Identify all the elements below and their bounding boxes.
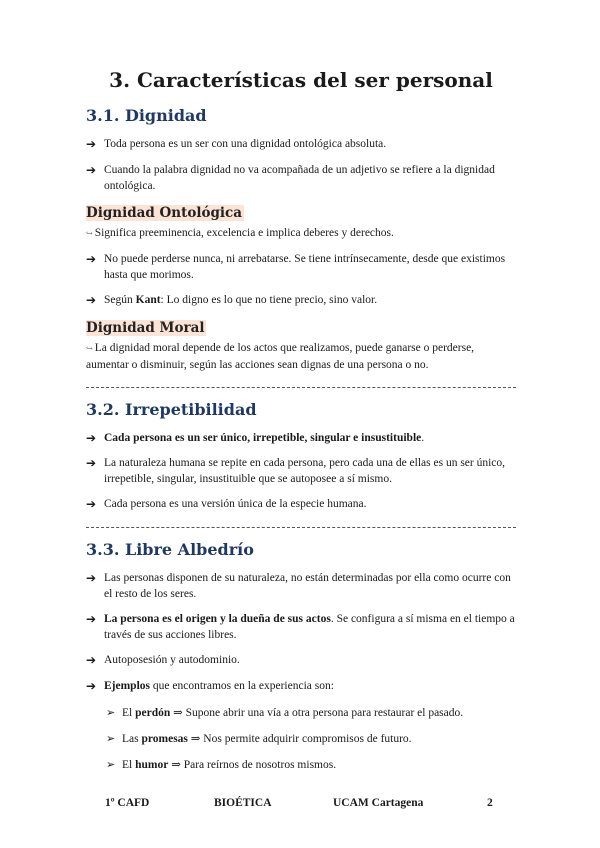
note: ↪ Significa preeminencia, excelencia e implica deberes y derechos.	[86, 227, 394, 239]
list-item: ➔ Según Kant: Lo digno es lo que no tiene precio, sino valor.	[86, 293, 378, 307]
footer-school: UCAM Cartagena	[333, 797, 424, 809]
arrow-icon: ➔	[86, 431, 97, 445]
list-item: ➔ Ejemplos que encontramos en la experiencia son:	[86, 679, 334, 693]
list-item: ➔ La persona es el origen y la dueña de sus actos. Se configura a sí misma en el tiempo a través de sus acciones libres.	[86, 612, 515, 641]
list-item: ➔ Cada persona es una versión única de la especie humana.	[86, 497, 367, 511]
arrow-icon: ➔	[86, 163, 97, 177]
arrowhead-icon: ➢	[106, 759, 116, 771]
arrow-icon: ➔	[86, 293, 97, 307]
list-item: ➔ Las personas disponen de su naturaleza, no están determinadas por ella como ocurre con el resto de los seres.	[86, 571, 511, 600]
small-arrow-icon: ↪	[86, 344, 93, 353]
arrow-icon: ➔	[86, 679, 97, 693]
arrow-icon: ➔	[86, 612, 97, 626]
sub-list-item: ➢ El perdón ⇒ Supone abrir una vía a otra persona para restaurar el pasado.	[106, 707, 464, 719]
list-item: ➔ Cada persona es un ser único, irrepetible, singular e insustituible.	[86, 431, 425, 445]
footer-subject: BIOÉTICA	[214, 797, 272, 809]
list-item: ➔ Toda persona es un ser con una dignidad ontológica absoluta.	[86, 137, 387, 151]
arrowhead-icon: ➢	[106, 733, 116, 745]
list-item: ➔ La naturaleza humana se repite en cada persona, pero cada una de ellas es un ser único, irrepetible, singular, insustituible que se autoposee a sí mismo.	[86, 456, 506, 485]
section-divider	[86, 387, 516, 388]
note: ↪ La dignidad moral depende de los actos que realizamos, puede ganarse o perderse, aumentar o disminuir, según las acciones sean dignas de una persona o no.	[86, 342, 475, 371]
section-heading-irrepetibilidad: 3.2. Irrepetibilidad	[86, 400, 257, 419]
arrow-icon: ➔	[86, 497, 97, 511]
arrow-icon: ➔	[86, 653, 97, 667]
page-number: 2	[487, 797, 493, 809]
arrow-icon: ➔	[86, 571, 97, 585]
arrow-icon: ➔	[86, 456, 97, 470]
sub-list-item: ➢ Las promesas ⇒ Nos permite adquirir compromisos de futuro.	[106, 733, 412, 745]
subheading-dignidad-ontologica: Dignidad Ontológica	[86, 205, 243, 221]
arrow-icon: ➔	[86, 137, 97, 151]
small-arrow-icon: ↪	[86, 229, 93, 238]
footer-course: 1º CAFD	[105, 797, 150, 809]
section-heading-libre-albedrio: 3.3. Libre Albedrío	[86, 540, 254, 559]
section-divider	[86, 527, 516, 528]
sub-list-item: ➢ El humor ⇒ Para reírnos de nosotros mismos.	[106, 759, 337, 771]
list-item: ➔ Cuando la palabra dignidad no va acompañada de un adjetivo se refiere a la dignidad ontológica.	[86, 163, 495, 192]
page-title: 3. Características del ser personal	[109, 68, 493, 92]
section-heading-dignidad: 3.1. Dignidad	[86, 106, 207, 125]
list-item: ➔ Autoposesión y autodominio.	[86, 653, 240, 667]
arrow-icon: ➔	[86, 252, 97, 266]
arrowhead-icon: ➢	[106, 707, 116, 719]
list-item: ➔ No puede perderse nunca, ni arrebatarse. Se tiene intrínsecamente, desde que existimos hasta que morimos.	[86, 252, 506, 281]
subheading-dignidad-moral: Dignidad Moral	[86, 320, 205, 336]
